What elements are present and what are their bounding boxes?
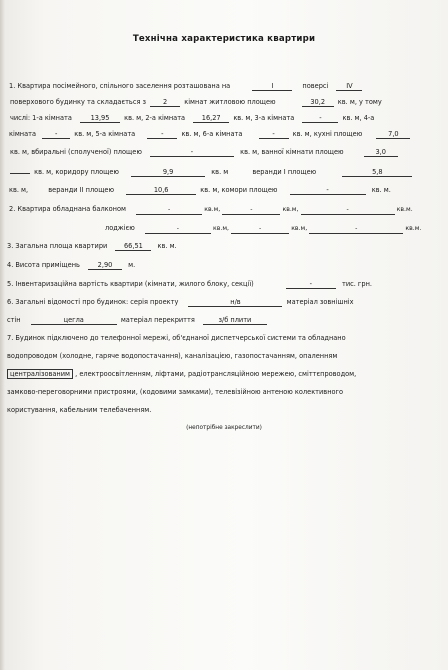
s1-line-1 xyxy=(9,82,362,91)
s1-l7c: кв. м, комори площею xyxy=(200,186,278,194)
s1-l5b: кв. м, ванної кімнати площею xyxy=(240,148,344,156)
loggia-3-value: - xyxy=(309,225,403,234)
s4-line xyxy=(7,261,135,270)
s6-l2b: матеріал перекриття xyxy=(120,316,195,324)
s5-line xyxy=(7,280,372,289)
s1-line-5 xyxy=(10,148,398,157)
balcony-3-value: - xyxy=(301,206,395,215)
s6-l1b: матеріал зовнішніх xyxy=(286,298,354,306)
s1-line-6 xyxy=(10,168,412,177)
strike-out-note: (непотрібне закреслити) xyxy=(186,425,262,431)
room5-area-value: - xyxy=(147,130,177,139)
s1-l7a: кв. м, xyxy=(9,186,29,194)
unit-b: кв.м. xyxy=(396,206,413,213)
s1-l7b: веранди II площею xyxy=(48,186,115,194)
room6-area-value: - xyxy=(259,130,289,139)
bathroom-area-value: 3,0 xyxy=(364,148,398,157)
s6-l1: 6. Загальні відомості про будинок: серія проекту xyxy=(7,298,179,306)
loggia-1-value: - xyxy=(145,225,211,234)
unit-a: кв.м, xyxy=(291,225,308,232)
total-area-unit: кв. м. xyxy=(157,242,177,250)
living-area-value: 30,2 xyxy=(302,98,334,107)
s1-l3b: кв. м, 2-а кімната xyxy=(124,114,186,122)
veranda1-area-value: 5,8 xyxy=(342,168,412,177)
s1-l1b: поверсі xyxy=(302,82,329,90)
unit-b: кв.м. xyxy=(405,225,422,232)
s1-l2c: кв. м, у тому xyxy=(337,98,382,106)
s2-l1: 2. Квартира обладнана балконом xyxy=(9,205,127,213)
unit-a: кв.м, xyxy=(282,206,299,213)
total-area-value: 66,51 xyxy=(115,242,151,251)
inventory-value-label: 5. Інвентаризаційна вартість квартири (кімнати, жилого блоку, секції) xyxy=(7,280,254,288)
s7-l3: , електроосвітленням, ліфтами, радіотрансляційною мережею, сміттєпроводом, xyxy=(75,370,357,378)
inventory-value-unit: тис. грн. xyxy=(341,280,372,288)
s2-line-1 xyxy=(9,205,413,215)
room3-area-value: - xyxy=(302,114,338,123)
s1-l4a: кімната xyxy=(9,130,37,138)
wall-material-value: цегла xyxy=(31,316,117,325)
height-unit: м. xyxy=(128,261,136,269)
s1-line-3 xyxy=(10,114,374,123)
loggia-2-value: - xyxy=(231,225,289,234)
s7-line-3 xyxy=(7,370,356,379)
kitchen-area-value: 7,0 xyxy=(376,130,410,139)
unit-a: кв.м, xyxy=(204,206,221,213)
s1-l4c: кв. м, 6-а кімната xyxy=(181,130,243,138)
s1-l1a: 1. Квартира посімейного, спільного заселення розташована на xyxy=(9,82,231,90)
s1-l4b: кв. м, 5-а кімната xyxy=(74,130,136,138)
balcony-2-value: - xyxy=(222,206,280,215)
room2-area-value: 16,27 xyxy=(193,114,229,123)
s6-l2a: стін xyxy=(7,316,21,324)
height-value: 2,90 xyxy=(88,261,122,270)
s6-line-1 xyxy=(7,298,354,307)
s1-l6b: кв. м xyxy=(211,168,229,176)
s1-l3c: кв. м, 3-а кімната xyxy=(233,114,295,122)
s1-line-4 xyxy=(9,130,410,139)
project-series-value: н/в xyxy=(188,298,282,307)
s7-line-1: 7. Будинок підключено до телефонної мережі, об'єднаної диспетчерської системи та обладнано xyxy=(7,334,346,342)
corridor-area-value: 9,9 xyxy=(131,168,205,177)
height-label: 4. Висота приміщень xyxy=(7,261,80,269)
veranda2-area-value: 10,6 xyxy=(126,186,196,195)
s1-l3a: числі: 1-а кімната xyxy=(10,114,72,122)
s1-l2b: кімнат житловою площею xyxy=(184,98,276,106)
toilet-area-value: - xyxy=(150,148,234,157)
heating-type-value: централізованим xyxy=(7,369,73,379)
s1-l4d: кв. м, кухні площею xyxy=(292,130,363,138)
s6-line-2 xyxy=(7,316,267,325)
floors-total-value: IV xyxy=(336,82,362,91)
s7-line-2: водопроводом (холодне, гаряче водопостачання), каналізацією, газопостачанням, опаленням xyxy=(7,352,338,360)
total-area-label: 3. Загальна площа квартири xyxy=(7,242,108,250)
s1-line-2 xyxy=(10,98,382,107)
unit-a: кв.м, xyxy=(212,225,229,232)
room4-area-value: - xyxy=(42,130,70,139)
s1-line-7 xyxy=(9,186,391,195)
s2-l2: лоджією xyxy=(105,224,135,232)
rooms-count-value: 2 xyxy=(150,98,180,107)
inventory-value: - xyxy=(286,280,336,289)
s7-line-4: замково-переговорними пристроями, (кодовими замками), телевізійною антеною колективного xyxy=(7,388,344,396)
s2-line-2 xyxy=(9,224,421,234)
s1-l2a: поверхового будинку та складається з xyxy=(10,98,147,106)
s1-l6c: веранди I площею xyxy=(252,168,317,176)
floor-value: I xyxy=(252,82,292,91)
s1-l5a: кв. м, вбиральні (сполученої) площею xyxy=(10,148,142,156)
s1-l7d: кв. м. xyxy=(371,186,391,194)
balcony-1-value: - xyxy=(136,206,202,215)
s1-l6a: кв. м, коридору площею xyxy=(34,168,119,176)
floor-material-value: з/б плити xyxy=(203,316,267,325)
s1-l3d: кв. м, 4-а xyxy=(342,114,375,122)
s3-line xyxy=(7,242,177,251)
s7-line-5: користування, кабельним телебаченням. xyxy=(7,406,152,414)
storage-area-value: - xyxy=(290,186,366,195)
room1-area-value: 13,95 xyxy=(80,114,120,123)
page-title: Технічна характеристика квартири xyxy=(132,34,316,44)
